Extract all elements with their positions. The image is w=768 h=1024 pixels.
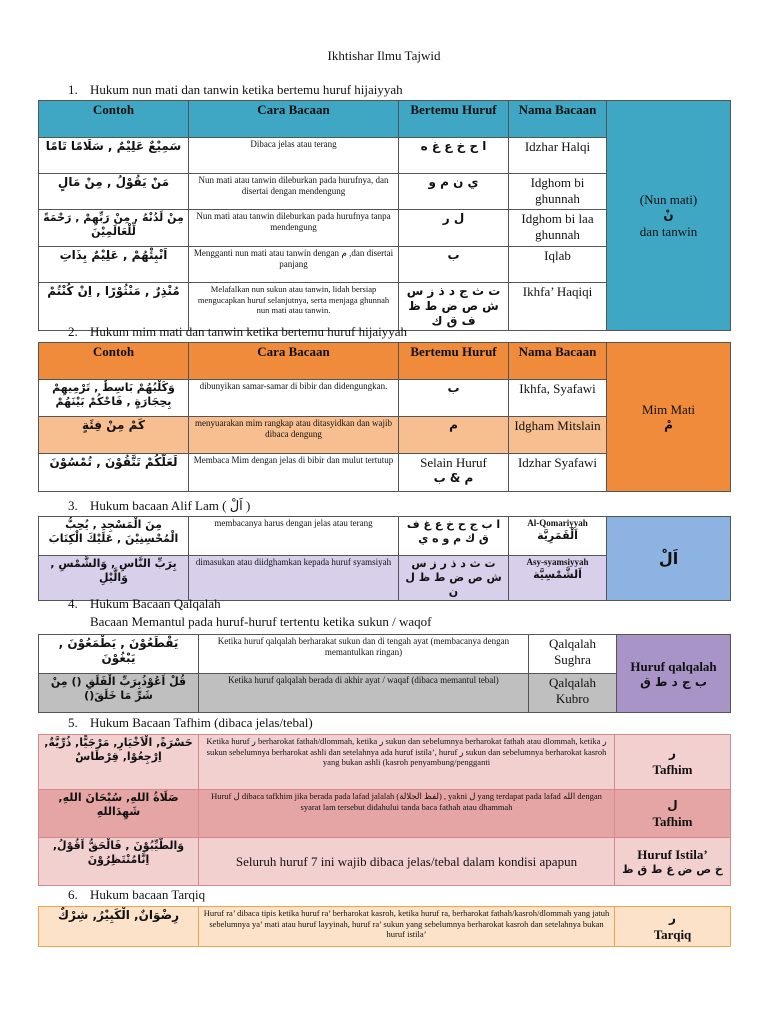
table-row: يَقْطَعُوْنَ , يَطْمَعُوْنَ , يَبْغُوْنَ Ketika huruf qalqalah berharakat sukun dan di tengah ayat (membacanya dengan memantulkan ringan) Qalqalah Sughra Huruf qalqalah ب ج د ط ق: [39, 635, 731, 674]
table-row: حَسْرَةً, الْاَخْيَارِ, مَرْجَيًّا, ذُرِّيَّةٌ, اِرْجِعُوْا, قِرْطَاسٌ Ketika huruf ر berharokat fathah/dlommah, ketika ر sukun dan sebelumnya berharokat fathah atau dlommah, ketika ر sukun sebelumnya berharokat ashli dan setelahnya ada huruf istila’, huruf ر sukun dan sebelumnya berharokat kasroh yang bukan ashli (kasroh penyambung/pengganti ر Tafhim: [39, 735, 731, 790]
table-row: بِرَبِّ النَّاسِ , وَالشَّمْسِ , وَالَّيْلِ dimasukan atau diidghamkan kepada huruf syamsiyah ت ث د ذ ر ز س ش ص ض ط ظ ل ن Asy-syamsiyyah اَلشَّمْسِيَّة: [39, 556, 731, 601]
header-bertemu-huruf: Bertemu Huruf: [399, 343, 509, 380]
table-row: لَعَلَّكُمْ تَتَّقُوْنَ , تُمْسُوْنَ Membaca Mim dengan jelas di bibir dan mulut tertutup Selain Huruf م & ب Idzhar Syafawi: [39, 454, 731, 492]
group-nun-mati: (Nun mati) نْ dan tanwin: [607, 101, 731, 331]
section-1-heading: 1. Hukum nun mati dan tanwin ketika bertemu huruf hijaiyyah: [68, 82, 403, 97]
qalqalah-table: [38, 634, 731, 713]
page-title: Ikhtishar Ilmu Tajwid: [327, 48, 441, 63]
table-row: وَالطَّيِّبُوْنَ , فَالْحَقُّ اَقُوْلُ, اِنَّامُنْتَظِرُوْنَ Seluruh huruf 7 ini wajib dibaca jelas/tebal dalam kondisi apapun Huruf Istila’ خ ص ض غ ط ق ظ: [39, 838, 731, 886]
section-6-heading: 6. Hukum bacaan Tarqiq: [68, 887, 206, 902]
tafhim-table: [38, 734, 731, 886]
section-5-heading: 5. Hukum Bacaan Tafhim (dibaca jelas/tebal): [68, 715, 313, 730]
table-row: مُنْذِرٌ , مَنْثُوْرًا , اِنْ كُنْتُمْ Melafalkan nun sukun atau tanwin, lidah bersiap mengucapkan huruf selanjutnya, serta menjaga ghunnah nun mati atau tanwin. ت ث ج د ذ ز س ش ص ض ط ظ ف ق ك Ikhfa’ Haqiqi: [39, 283, 731, 331]
table-row: مِنْ لَدُنْهُ , مِنْ رَبِّهِمْ , رَحْمَةً لِّلْعَالَمِيْنَ Nun mati atau tanwin dileburkan pada hurufnya tanpa mendengung ل ر Idghom bi laa ghunnah: [39, 210, 731, 247]
section-2-heading: 2. Hukum mim mati dan tanwin ketika bertemu huruf hijaiyyah: [68, 324, 407, 339]
group-alif-lam: اَلْ: [607, 517, 731, 601]
mim-mati-table: [38, 342, 731, 492]
section-3-heading: 3. Hukum bacaan Alif Lam ( اَلْ ): [68, 498, 251, 513]
group-huruf-qalqalah: Huruf qalqalah ب ج د ط ق: [617, 635, 731, 713]
nun-mati-table: [38, 100, 731, 331]
header-nama-bacaan: Nama Bacaan: [509, 343, 607, 380]
header-contoh: Contoh: [39, 343, 189, 380]
table-row: صَلَاةُ اللهِ, سُبْحَانَ اللهِ, شَهِدَاللهِ Huruf ل dibaca tafkhim jika berada pada lafad jalalah (لفظ الجلالة) , yakni ل yang terdapat pada lafad الله dengan syarat lam tersebut didahului tanda baca fathah atau dhammah ل Tafhim: [39, 790, 731, 838]
header-nama-bacaan: Nama Bacaan: [509, 101, 607, 138]
table-row: مِنَ الْمَسْجِدِ , يُحِبُّ الْمُحْسِنِيْنَ , عَلَيْكَ الْكِتَابَ membacanya harus dengan jelas atau terang ا ب ج ح خ ع غ ف ق ك م و ه ي Al-Qomariyyah اَلْقَمَرِيَّة اَلْ: [39, 517, 731, 556]
header-cara-bacaan: Cara Bacaan: [189, 343, 399, 380]
header-contoh: Contoh: [39, 101, 189, 138]
alif-lam-table: [38, 516, 731, 601]
header-cara-bacaan: Cara Bacaan: [189, 101, 399, 138]
table-row: اَنْبِئْهُمْ , عَلِيْمٌ بِذَاتِ Mengganti nun mati atau tanwin dengan م ,dan disertai panjang ب Iqlab: [39, 247, 731, 283]
table-row: كَمْ مِنْ فِئَةٍ menyuarakan mim rangkap atau ditasyidkan dan wajib dibaca dengung م Idgham Mitslain: [39, 417, 731, 454]
table-row: سَمِيْعٌ عَلِيْمٌ , سَلَامًا تَامًا Dibaca jelas atau terang ا ح خ ع غ ه Idzhar Halqi: [39, 138, 731, 174]
header-bertemu-huruf: Bertemu Huruf: [399, 101, 509, 138]
tarqiq-table: [38, 906, 731, 947]
table-row: مَنْ يَقُوْلُ , مِنْ مَالٍ Nun mati atau tanwin dileburkan pada hurufnya, dan disertai dengan mendengung ي ن م و Idghom bi ghunnah: [39, 174, 731, 210]
group-mim-mati: Mim Mati مْ: [607, 343, 731, 492]
table-row: وَكَلْبُهُمْ بَاسِطٌ , تَرْمِيهِمْ بِحِجَارَةٍ , فَاحْكُمْ بَيْنَهُمْ dibunyikan samar-samar di bibir dan didengungkan. ب Ikhfa, Syafawi: [39, 380, 731, 417]
section-4-heading: 4. Hukum Bacaan Qalqalah: [68, 596, 221, 611]
section-4-subheading: Bacaan Memantul pada huruf-huruf tertentu ketika sukun / waqof: [90, 614, 432, 629]
table-row: قُلْ اَعُوْذُبِرَبِّ الْفَلَقِ () مِنْ شَرِّ مَا خَلَقَ() Ketika huruf qalqalah berada di akhir ayat / waqaf (dibaca memantul tebal) Qalqalah Kubro: [39, 674, 731, 713]
table-row: رِضْوَانٌ, الْكَبِيْرُ, شِرْكٌ Huruf ra’ dibaca tipis ketika huruf ra’ berharokat kasroh, ketika huruf ra, berharokat fathah/kasroh/dlommah yang jatuh sebelumnya ya’ mati atau huruf layyinah, huruf ra’ sukun yang sebelumnya berharokat kasroh dan setelahnya bukan huruf istila’ ر Tarqiq: [39, 907, 731, 947]
